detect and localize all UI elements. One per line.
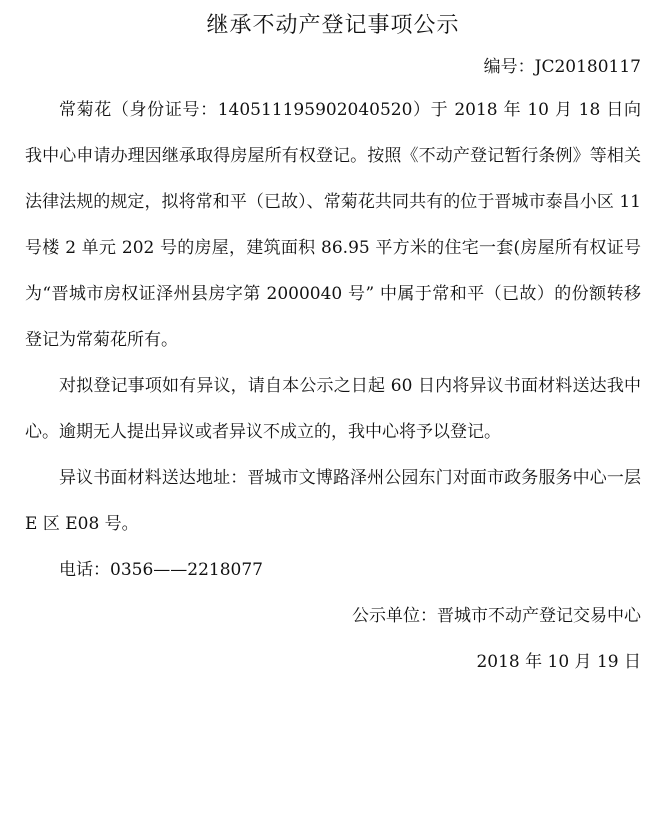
notice-title: 继承不动产登记事项公示 (206, 13, 460, 38)
phone-line: 电话：0356——2218077 (59, 560, 263, 580)
paragraph-address: 异议书面材料送达地址：晋城市文博路泽州公园东门对面市政务服务中心一层 E 区 E08 号。 (25, 468, 641, 534)
paragraph-objection: 对拟登记事项如有异议，请自本公示之日起 60 日内将异议书面材料送达我中心。逾期无人提出异议或者异议不成立的，我中心将予以登记。 (25, 376, 641, 442)
paragraph-application: 常菊花（身份证号：140511195902040520）于 2018 年 10 月 18 日向我中心申请办理因继承取得房屋所有权登记。按照《不动产登记暂行条例》等相关法律法规的规定，拟将常和平（已故）、常菊花共同共有的位于晋城市泰昌小区 11 号楼 2 单元 202 号的房屋，建筑面积 86.95 平方米的住宅一套(房屋所有权证号为“晋城市房权证泽州县房字第 2000040 号” 中属于常和平（已故）的份额转移登记为常菊花所有。 (25, 100, 641, 350)
date-line: 2018 年 10 月 19 日 (476, 652, 641, 672)
document-number: 编号：JC20180117 (483, 57, 641, 77)
issuer-line: 公示单位：晋城市不动产登记交易中心 (352, 606, 641, 626)
